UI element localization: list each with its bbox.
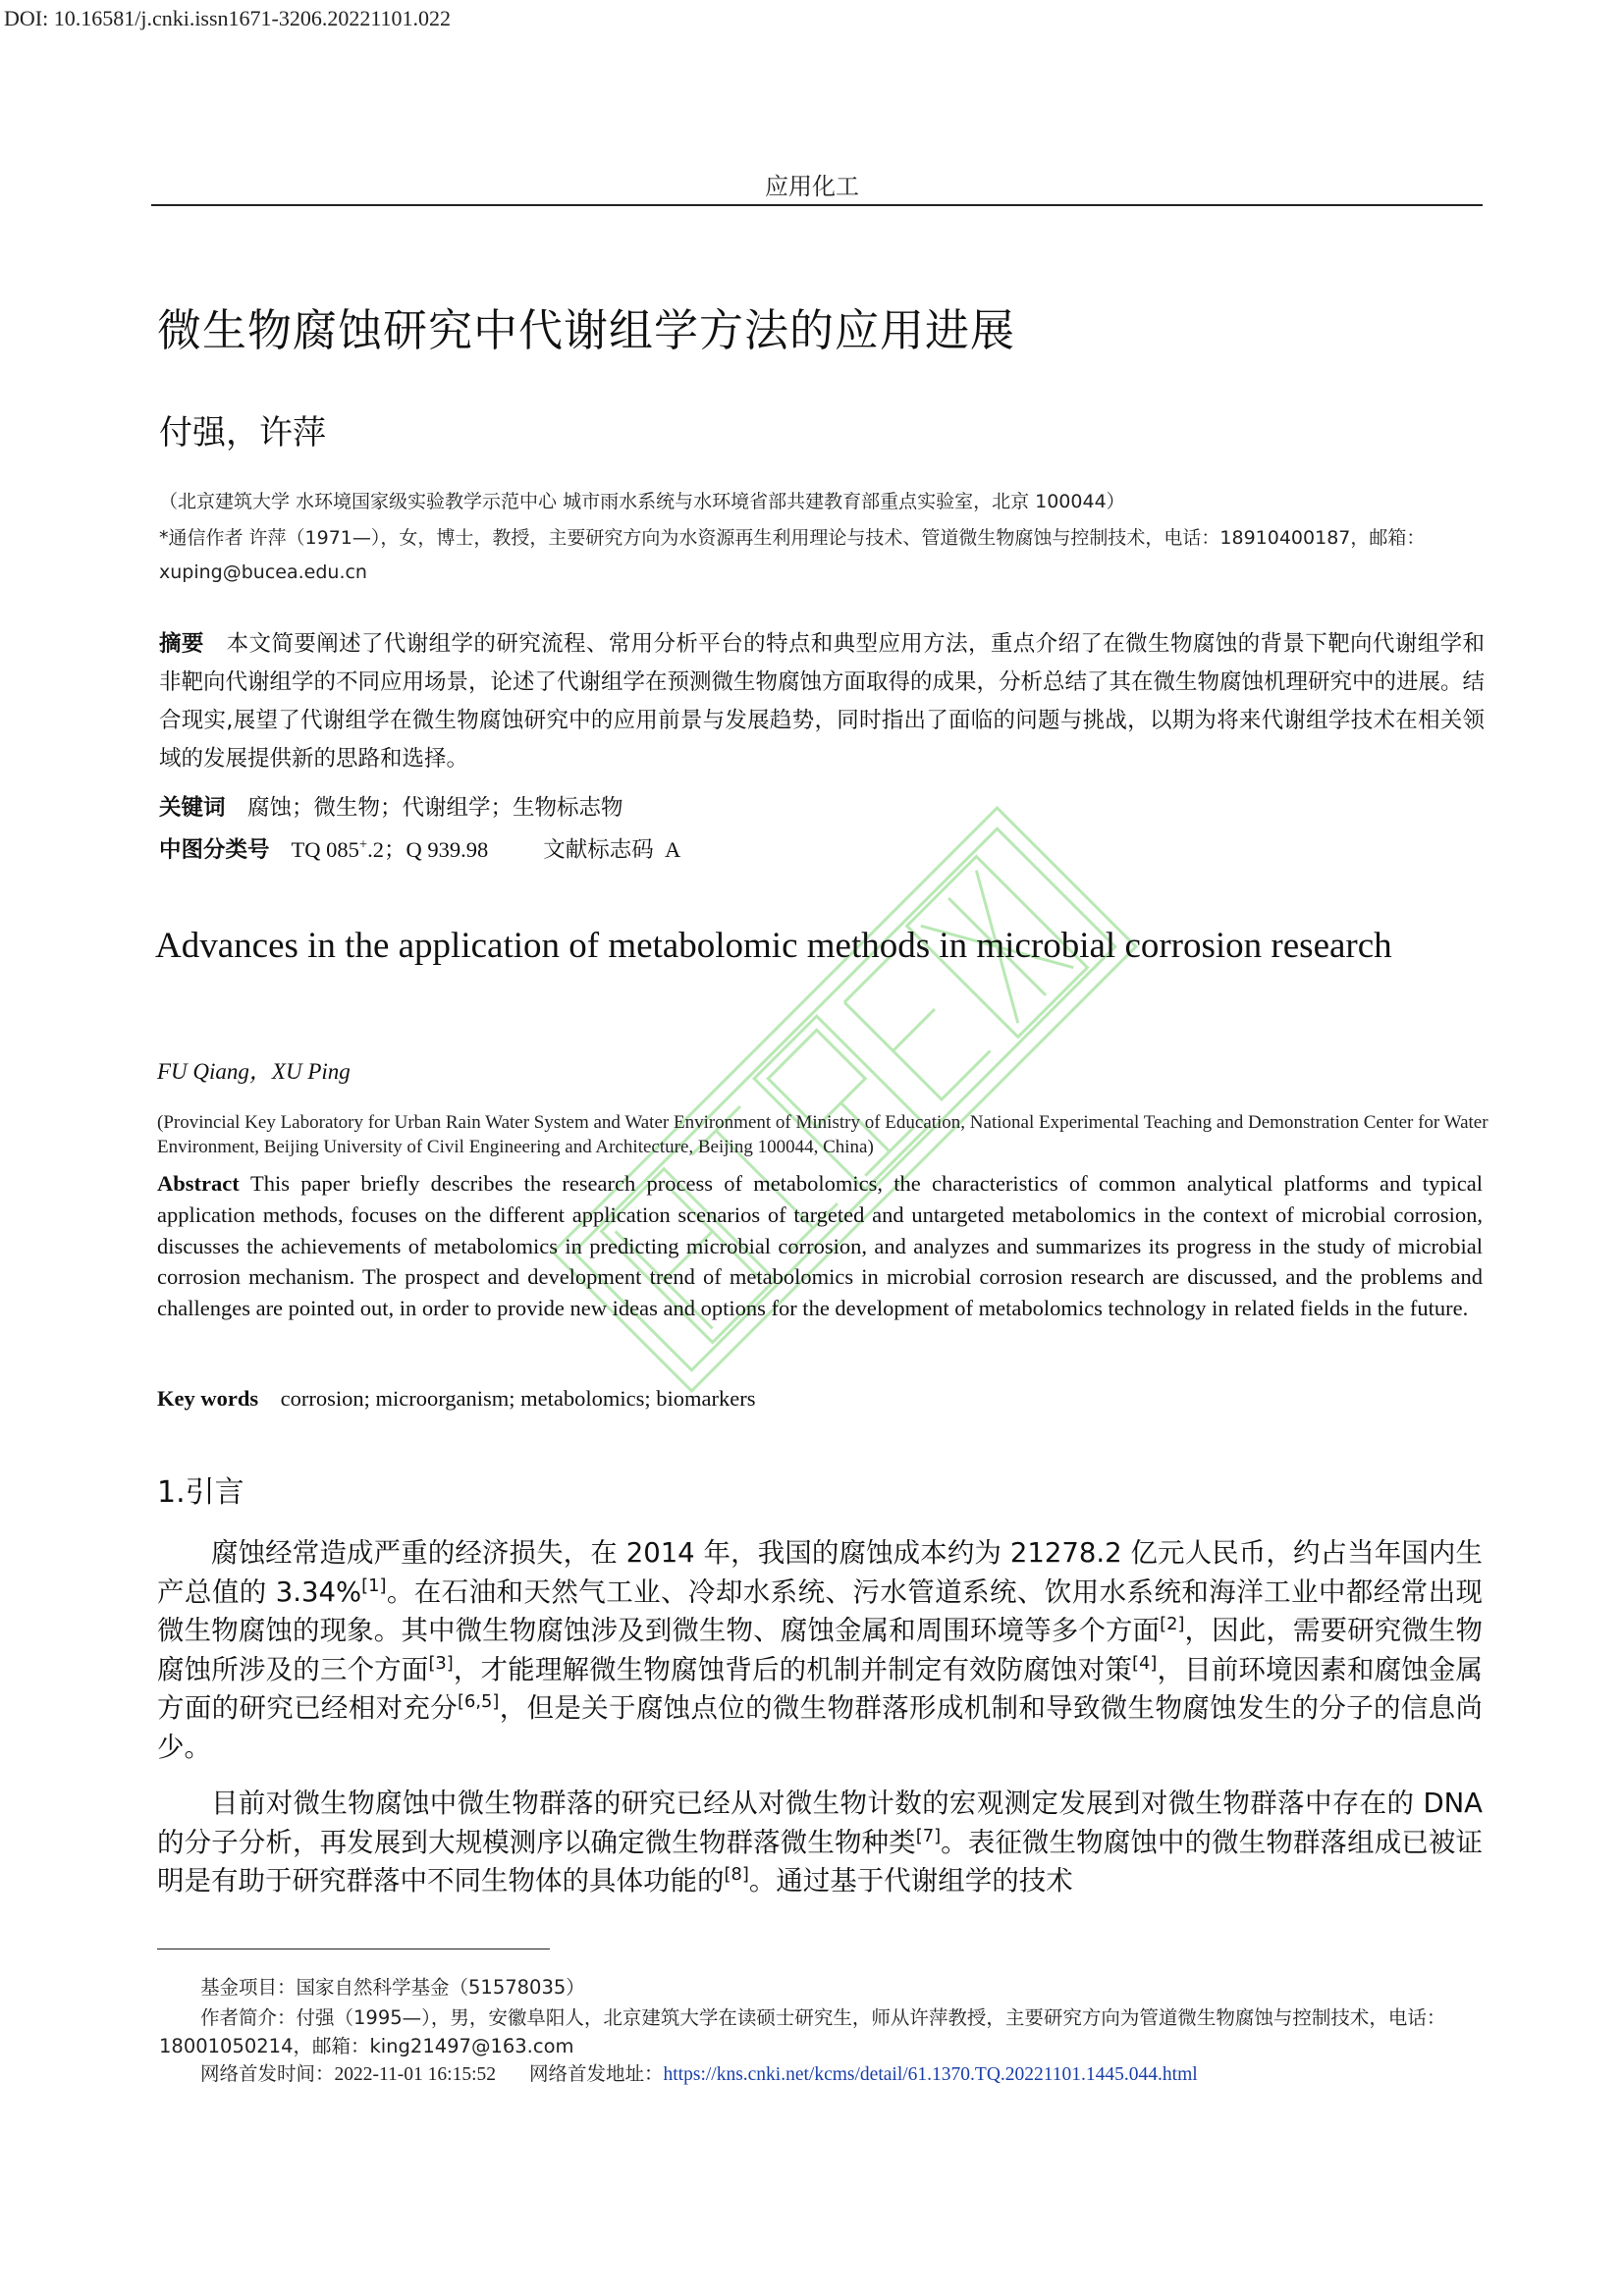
body-paragraph-1: 腐蚀经常造成严重的经济损失，在 2014 年，我国的腐蚀成本约为 21278.2 亿元人民币，约占当年国内生产总值的 3.34%[1]。在石油和天然气工业、冷却水系统、污水管道系统、饮用水系统和海洋工业中都经常出现微生物腐蚀的现象。其中微生物腐蚀涉及到微生物、腐蚀金属和周围环境等多个方面[2]，因此，需要研究微生物腐蚀所涉及的三个方面[3]，才能理解微生物腐蚀背后的机制并制定有效防腐蚀对策[4]，目前环境因素和腐蚀金属方面的研究已经相对充分[6,5]，但是关于腐蚀点位的微生物群落形成机制和导致微生物腐蚀发生的分子的信息尚少。 bbox=[157, 1537, 1484, 1763]
classification-label: 中图分类号 bbox=[159, 837, 270, 863]
authors-cn: 付强，许萍 bbox=[159, 413, 326, 453]
footnote-author-bio: 作者简介：付强（1995—），男，安徽阜阳人，北京建筑大学在读硕士研究生，师从许萍教授，主要研究方向为管道微生物腐蚀与控制技术，电话：18001050214，邮箱：king21497@163.com bbox=[159, 2006, 1446, 2057]
corresponding-author: *通信作者 许萍（1971—），女，博士，教授，主要研究方向为水资源再生利用理论与技术、管道微生物腐蚀与控制技术，电话：18910400187，邮箱：xuping@bucea.edu.cn bbox=[159, 527, 1426, 583]
paper-title-cn: 微生物腐蚀研究中代谢组学方法的应用进展 bbox=[157, 304, 1016, 356]
classification-code: TQ 085+.2；Q 939.98 bbox=[291, 836, 489, 862]
keywords-en-label: Key words bbox=[157, 1386, 259, 1411]
abstract-cn-text: 本文简要阐述了代谢组学的研究流程、常用分析平台的特点和典型应用方法，重点介绍了在微生物腐蚀的背景下靶向代谢组学和非靶向代谢组学的不同应用场景，论述了代谢组学在预测微生物腐蚀方面取得的成果，分析总结了其在微生物腐蚀机理研究中的进展。结合现实,展望了代谢组学在微生物腐蚀研究中的应用前景与发展趋势，同时指出了面临的问题与挑战，以期为将来代谢组学技术在相关领域的发展提供新的思路和选择。 bbox=[159, 631, 1486, 772]
citation-ref: [7] bbox=[915, 1825, 942, 1846]
header-rule bbox=[151, 204, 1483, 206]
keywords-cn-text: 腐蚀；微生物；代谢组学；生物标志物 bbox=[247, 795, 623, 821]
journal-name: 应用化工 bbox=[765, 173, 859, 200]
keywords-en-text: corrosion; microorganism; metabolomics; biomarkers bbox=[280, 1386, 756, 1411]
section-heading-introduction: 1.引言 bbox=[157, 1475, 244, 1510]
online-time: 2022-11-01 16:15:52 bbox=[334, 2064, 496, 2085]
citation-ref: [8] bbox=[724, 1863, 749, 1885]
online-url-label: 网络首发地址： bbox=[529, 2062, 664, 2085]
citation-ref: [1] bbox=[361, 1575, 387, 1596]
paper-title-en: Advances in the application of metabolomic methods in microbial corrosion research bbox=[155, 926, 1392, 966]
citation-ref: [4] bbox=[1131, 1652, 1158, 1674]
online-url-link[interactable]: https://kns.cnki.net/kcms/detail/61.1370.TQ.20221101.1445.044.html bbox=[663, 2064, 1198, 2085]
abstract-cn bbox=[159, 625, 1485, 778]
abstract-en bbox=[157, 1168, 1483, 1324]
affiliation-en: (Provincial Key Laboratory for Urban Rain Water System and Water Environment of Ministry of Education, National Experimental Teaching and Demonstration Center for Water Environment, Beijing University of Civil Engineering and Architecture, Beijing 100044, China) bbox=[157, 1112, 1489, 1157]
citation-ref: [2] bbox=[1160, 1613, 1185, 1634]
affiliation-cn: （北京建筑大学 水环境国家级实验教学示范中心 城市雨水系统与水环境省部共建教育部重点实验室，北京 100044） bbox=[159, 491, 1125, 512]
document-code-label: 文献标志码 bbox=[543, 837, 654, 863]
classification-line bbox=[159, 832, 680, 864]
abstract-cn-label: 摘要 bbox=[159, 631, 204, 657]
footnote-online-publication bbox=[200, 2059, 1198, 2089]
body-paragraph-2: 目前对微生物腐蚀中微生物群落的研究已经从对微生物计数的宏观测定发展到对微生物群落中存在的 DNA 的分子分析，再发展到大规模测序以确定微生物群落微生物种类[7]。表征微生物腐蚀中的微生物群落组成已被证明是有助于研究群落中不同生物体的具体功能的[8]。通过基于代谢组学的技术 bbox=[157, 1788, 1483, 1896]
citation-ref: [6,5] bbox=[458, 1690, 500, 1712]
document-code: A bbox=[665, 837, 681, 862]
keywords-cn bbox=[159, 790, 623, 822]
keywords-cn-label: 关键词 bbox=[159, 795, 226, 821]
authors-en: FU Qiang，XU Ping bbox=[157, 1059, 351, 1084]
abstract-en-text: This paper briefly describes the research process of metabolomics, the characteristics of common analytical platforms and typical application methods, focuses on the different application scenarios of targeted and untargeted metabolomics in the context of microbial corrosion, discusses the achievements of metabolomics in predicting microbial corrosion, and analyzes and summarizes its progress in the study of microbial corrosion mechanism. The prospect and development trend of metabolomics in microbial corrosion research are discussed, and the problems and challenges are pointed out, in order to provide new ideas and options for the development of metabolomics technology in related fields in the future. bbox=[157, 1171, 1483, 1321]
abstract-en-label: Abstract bbox=[157, 1171, 240, 1196]
footnote-funding: 基金项目：国家自然科学基金（51578035） bbox=[200, 1976, 585, 1999]
citation-ref: [3] bbox=[428, 1652, 454, 1674]
keywords-en bbox=[157, 1386, 756, 1412]
doi-line: DOI: 10.16581/j.cnki.issn1671-3206.20221101.022 bbox=[4, 6, 452, 30]
online-time-label: 网络首发时间： bbox=[200, 2062, 335, 2085]
